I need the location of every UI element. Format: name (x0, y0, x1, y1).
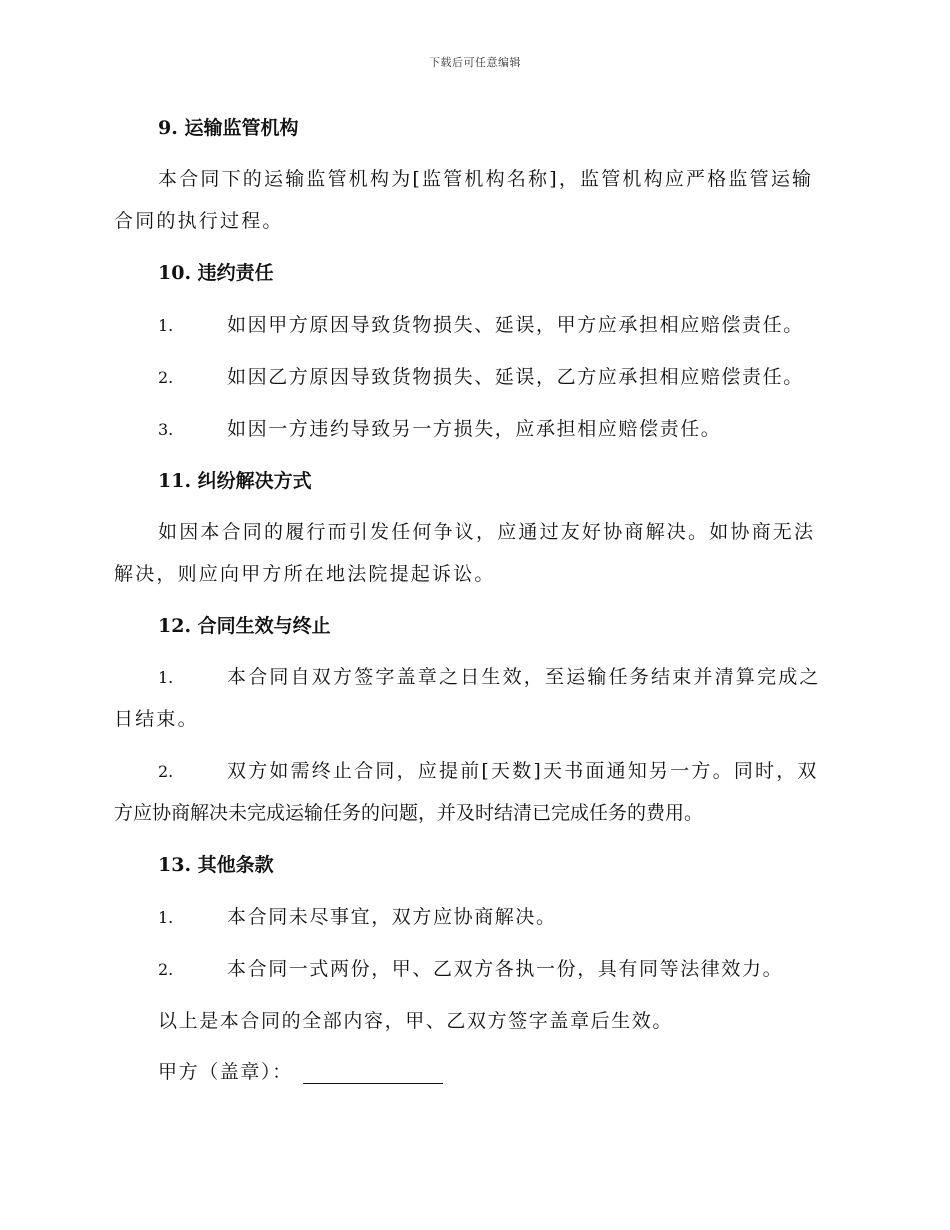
section-13-item-1-text: 本合同未尽事宜，双方应协商解决。 (227, 906, 557, 928)
section-9-title: 9. 运输监管机构 (158, 117, 299, 139)
section-13-item-2-number: 2. (158, 960, 174, 979)
section-10-item-3-text: 如因一方违约导致另一方损失，应承担相应赔偿责任。 (227, 418, 722, 440)
section-10-item-2-text: 如因乙方原因导致货物损失、延误，乙方应承担相应赔偿责任。 (227, 366, 804, 388)
party-a-signature-line (303, 1063, 443, 1084)
section-12-title: 12. 合同生效与终止 (158, 615, 331, 637)
section-11-title: 11. 纠纷解决方式 (158, 470, 312, 492)
closing-statement: 以上是本合同的全部内容，甲、乙双方签字盖章后生效。 (158, 1010, 674, 1032)
section-10-item-3-number: 3. (158, 420, 174, 439)
section-11-paragraph-line-1: 如因本合同的履行而引发任何争议，应通过友好协商解决。如协商无法 (158, 521, 816, 543)
section-10-item-1-number: 1. (158, 316, 174, 335)
section-13-item-2-text: 本合同一式两份，甲、乙双方各执一份，具有同等法律效力。 (227, 958, 784, 980)
section-12-item-1-line-1: 本合同自双方签字盖章之日生效，至运输任务结束并清算完成之 (227, 666, 821, 688)
section-12-item-2-number: 2. (158, 762, 174, 781)
section-13-title: 13. 其他条款 (158, 854, 274, 876)
section-11-paragraph-line-2: 解决，则应向甲方所在地法院提起诉讼。 (114, 563, 496, 585)
party-a-signature-row (158, 1060, 880, 1084)
section-9-paragraph-line-1: 本合同下的运输监管机构为[监管机构名称]，监管机构应严格监管运输 (158, 168, 814, 190)
section-9-paragraph-line-2: 合同的执行过程。 (114, 210, 284, 232)
party-a-label: 甲方（盖章）： (158, 1061, 293, 1083)
section-12-item-1-number: 1. (158, 668, 174, 687)
section-12-item-2-line-2: 方应协商解决未完成运输任务的问题，并及时结清已完成任务的费用。 (114, 802, 704, 824)
section-10-title: 10. 违约责任 (158, 262, 274, 284)
section-13-item-1-number: 1. (158, 908, 174, 927)
section-10-item-1-text: 如因甲方原因导致货物损失、延误，甲方应承担相应赔偿责任。 (227, 314, 804, 336)
section-10-item-2-number: 2. (158, 368, 174, 387)
page-header-note: 下载后可任意编辑 (429, 56, 521, 69)
section-12-item-1-line-2: 日结束。 (114, 708, 199, 730)
section-12-item-2-line-1: 双方如需终止合同，应提前[天数]天书面通知另一方。同时，双 (227, 760, 819, 782)
